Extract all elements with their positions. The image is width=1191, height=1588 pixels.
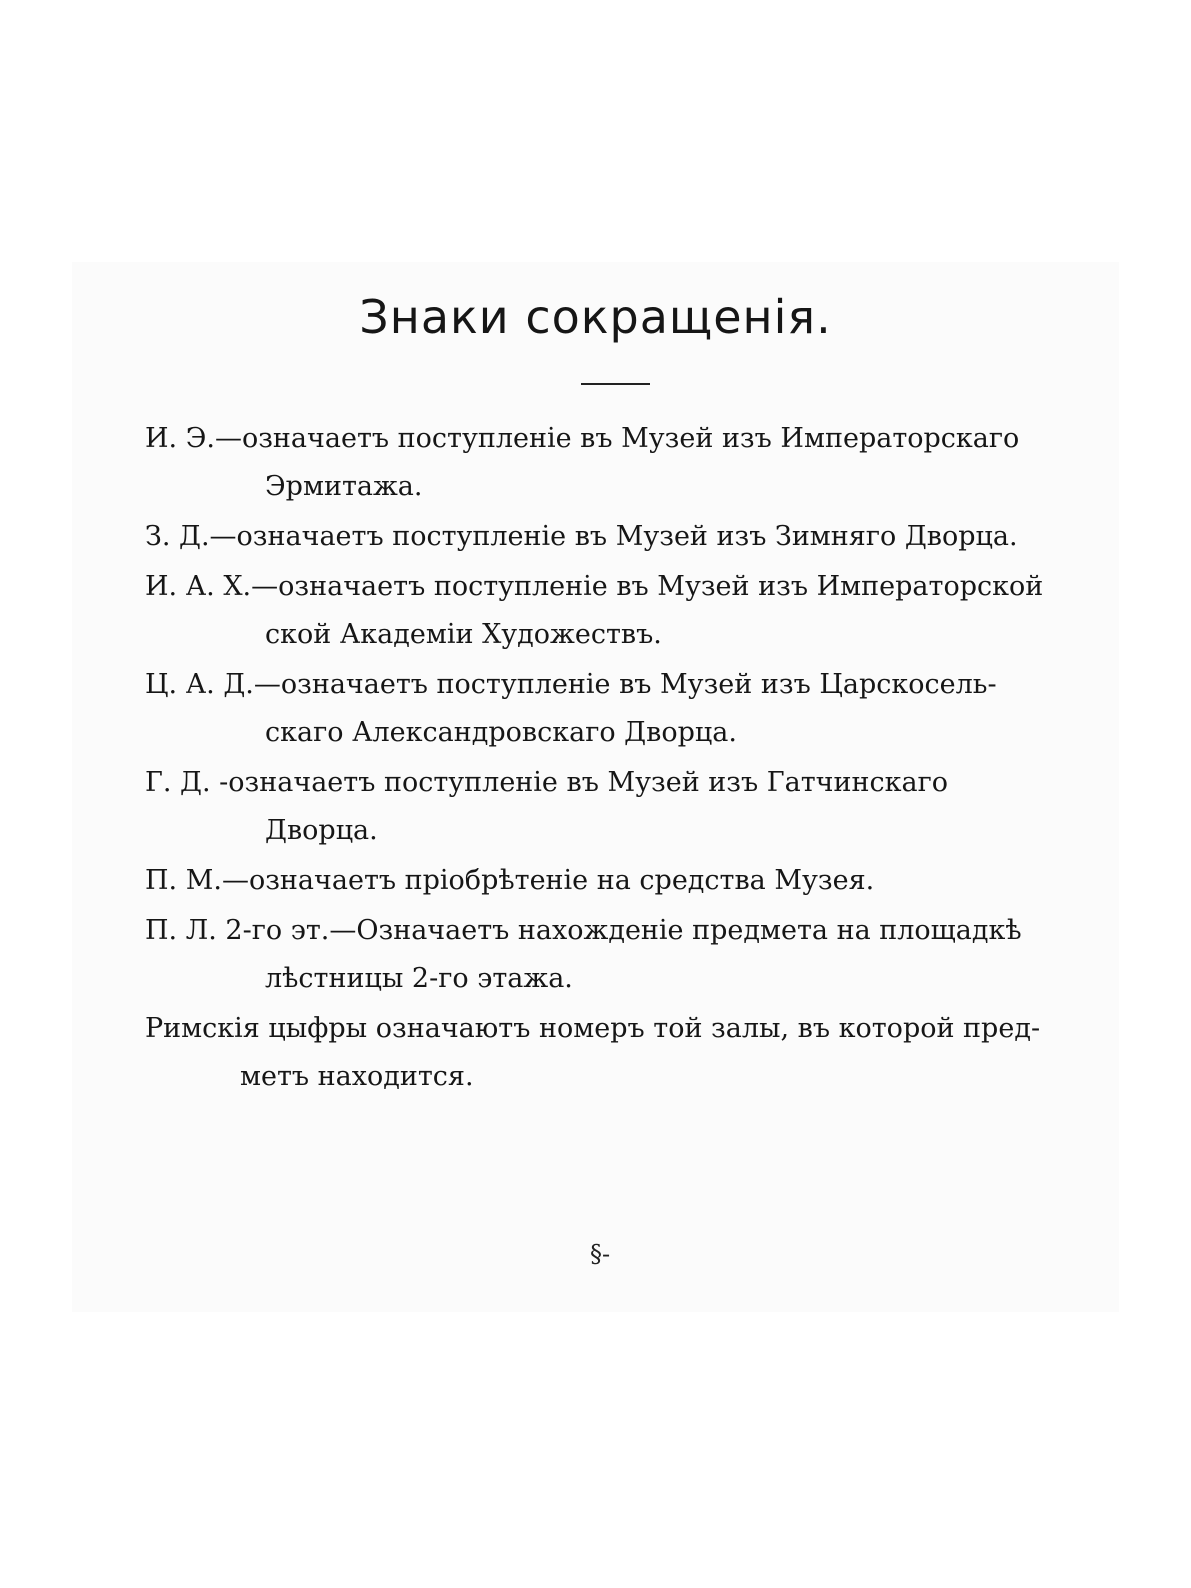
entry-line: Г. Д. -означаетъ поступленіе въ Музей изъ Гатчинскаго	[145, 767, 948, 798]
entry-continuation: лѣстницы 2-го этажа.	[265, 963, 573, 994]
abbreviation-entry	[145, 759, 1080, 855]
abbreviation-entry	[145, 1005, 1080, 1101]
entry-line: И. А. Х.—означаетъ поступленіе въ Музей изъ Императорской	[145, 571, 1044, 602]
entry-line: Ц. А. Д.—означаетъ поступленіе въ Музей изъ Царскосель-	[145, 669, 997, 700]
entry-continuation: метъ находится.	[240, 1061, 474, 1092]
abbreviation-list	[145, 415, 1080, 1103]
section-mark: §-	[590, 1240, 611, 1268]
entry-continuation: скаго Александровскаго Дворца.	[265, 717, 737, 748]
entry-line: З. Д.—означаетъ поступленіе въ Музей изъ Зимняго Дворца.	[145, 521, 1018, 552]
entry-line: И. Э.—означаетъ поступленіе въ Музей изъ Императорскаго	[145, 423, 1020, 454]
abbreviation-entry	[145, 907, 1080, 1003]
entry-continuation: Эрмитажа.	[265, 471, 423, 502]
entry-line: П. М.—означаетъ пріобрѣтеніе на средства Музея.	[145, 865, 875, 896]
abbreviation-entry	[145, 563, 1080, 659]
entry-continuation: ской Академіи Художествъ.	[265, 619, 662, 650]
entry-continuation: Дворца.	[265, 815, 378, 846]
abbreviation-entry	[145, 415, 1080, 511]
page-title: Знаки сокращенія.	[359, 290, 832, 344]
abbreviation-entry	[145, 513, 1080, 561]
title-divider	[581, 383, 650, 385]
entry-line: П. Л. 2-го эт.—Означаетъ нахожденіе предмета на площадкѣ	[145, 915, 1022, 946]
entry-line: Римскія цыфры означаютъ номеръ той залы, въ которой пред-	[145, 1013, 1041, 1044]
abbreviation-entry	[145, 661, 1080, 757]
abbreviation-entry	[145, 857, 1080, 905]
